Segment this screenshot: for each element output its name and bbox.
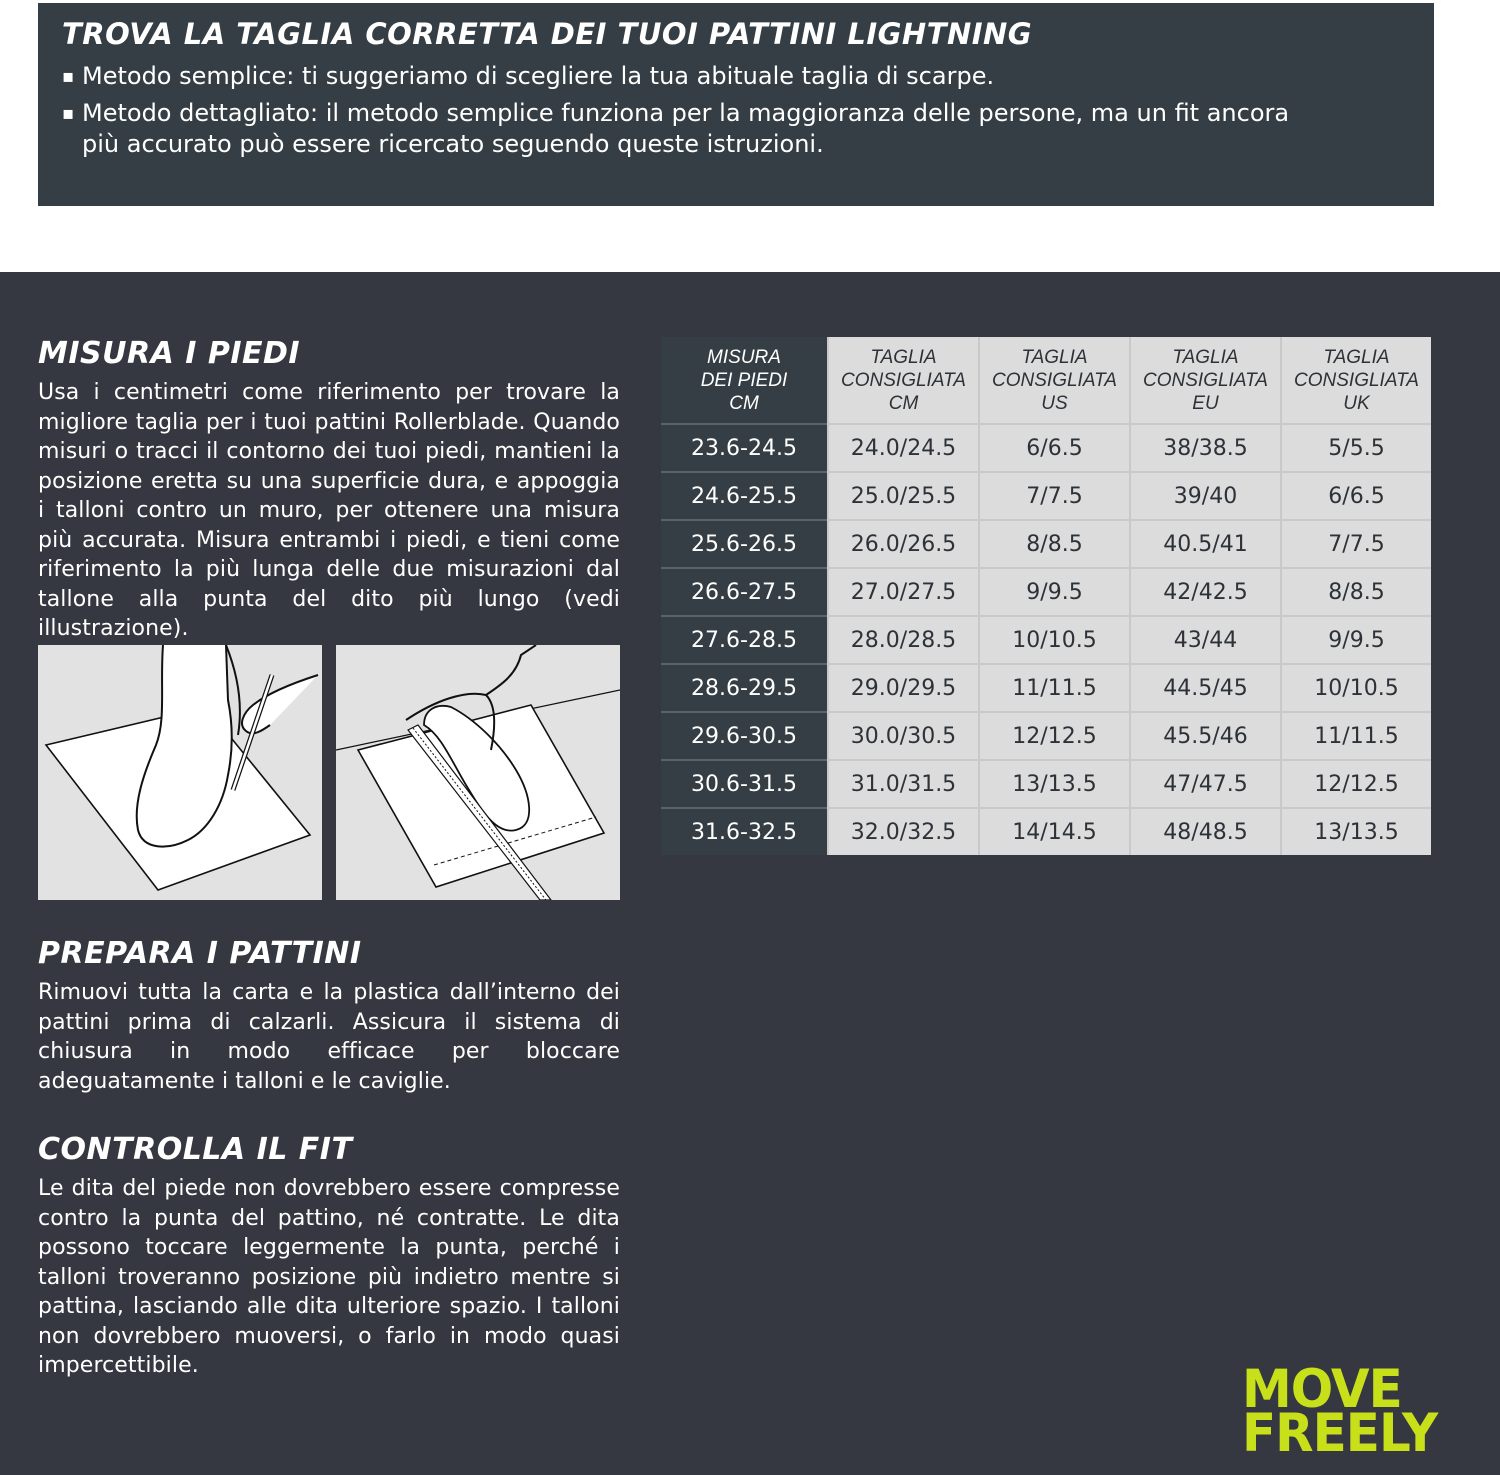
cell-size-cm: 29.0/29.5 bbox=[828, 664, 979, 712]
cell-foot-cm: 31.6-32.5 bbox=[661, 808, 828, 855]
cell-foot-cm: 27.6-28.5 bbox=[661, 616, 828, 664]
measure-text: Usa i centimetri come riferimento per trovare la migliore taglia per i tuoi pattini Rollerblade. Quando misuri o tracci il contorno dei tuoi piedi, mantieni la posizione eretta su una superficie dura, e appoggia i talloni contro un muro, per ottenere una misura più accurata. Misura entrambi i piedi, e tieni come riferimento la più lunga delle due misurazioni dal tallone alla punta del dito più lungo (vedi illustrazione). bbox=[38, 380, 620, 641]
cell-size-cm: 27.0/27.5 bbox=[828, 568, 979, 616]
cell-size-us: 6/6.5 bbox=[979, 424, 1130, 472]
measure-section bbox=[38, 336, 620, 644]
intro-banner bbox=[38, 3, 1434, 206]
banner-title: TROVA LA TAGLIA CORRETTA DEI TUOI PATTINI LIGHTNING bbox=[62, 17, 1033, 51]
table-row bbox=[661, 568, 1431, 616]
cell-size-us: 13/13.5 bbox=[979, 760, 1130, 808]
move-freely-logo bbox=[1242, 1358, 1438, 1466]
logo-line-freely: FREELY bbox=[1242, 1402, 1438, 1464]
cell-size-us: 11/11.5 bbox=[979, 664, 1130, 712]
cell-size-eu: 38/38.5 bbox=[1130, 424, 1281, 472]
cell-size-uk: 10/10.5 bbox=[1281, 664, 1431, 712]
header-size-uk: TAGLIA CONSIGLIATA UK bbox=[1281, 337, 1431, 424]
table-row bbox=[661, 616, 1431, 664]
fit-title: CONTROLLA IL FIT bbox=[38, 1132, 353, 1167]
cell-size-us: 9/9.5 bbox=[979, 568, 1130, 616]
measure-title: MISURA I PIEDI bbox=[38, 336, 301, 371]
size-chart-table bbox=[661, 337, 1431, 855]
cell-size-uk: 11/11.5 bbox=[1281, 712, 1431, 760]
cell-size-us: 12/12.5 bbox=[979, 712, 1130, 760]
cell-size-uk: 7/7.5 bbox=[1281, 520, 1431, 568]
table-row bbox=[661, 712, 1431, 760]
cell-foot-cm: 30.6-31.5 bbox=[661, 760, 828, 808]
table-row bbox=[661, 760, 1431, 808]
cell-size-eu: 40.5/41 bbox=[1130, 520, 1281, 568]
cell-size-uk: 13/13.5 bbox=[1281, 808, 1431, 855]
cell-size-us: 8/8.5 bbox=[979, 520, 1130, 568]
cell-size-cm: 28.0/28.5 bbox=[828, 616, 979, 664]
table-row bbox=[661, 520, 1431, 568]
cell-size-cm: 26.0/26.5 bbox=[828, 520, 979, 568]
cell-size-us: 14/14.5 bbox=[979, 808, 1130, 855]
cell-size-eu: 42/42.5 bbox=[1130, 568, 1281, 616]
cell-size-us: 7/7.5 bbox=[979, 472, 1130, 520]
cell-foot-cm: 23.6-24.5 bbox=[661, 424, 828, 472]
cell-foot-cm: 26.6-27.5 bbox=[661, 568, 828, 616]
prepare-section bbox=[38, 936, 620, 1096]
cell-size-cm: 31.0/31.5 bbox=[828, 760, 979, 808]
method-simple: ▪ Metodo semplice: ti suggeriamo di scegliere la tua abituale taglia di scarpe. bbox=[62, 61, 1322, 92]
logo-line-move: MOVE bbox=[1242, 1358, 1402, 1420]
header-size-us: TAGLIA CONSIGLIATA US bbox=[979, 337, 1130, 424]
cell-size-eu: 44.5/45 bbox=[1130, 664, 1281, 712]
cell-size-us: 10/10.5 bbox=[979, 616, 1130, 664]
prepare-title: PREPARA I PATTINI bbox=[38, 936, 362, 971]
fit-text: Le dita del piede non dovrebbero essere compresse contro la punta del pattino, né contratte. Le dita possono toccare leggermente la punta, perché i talloni troveranno posizione più indietro mentre si pattina, lasciando alle dita ulteriore spazio. I talloni non dovrebbero muoversi, o farlo in modo quasi impercettibile. bbox=[38, 1176, 620, 1378]
cell-size-cm: 25.0/25.5 bbox=[828, 472, 979, 520]
cell-size-cm: 32.0/32.5 bbox=[828, 808, 979, 855]
cell-size-uk: 12/12.5 bbox=[1281, 760, 1431, 808]
cell-foot-cm: 24.6-25.5 bbox=[661, 472, 828, 520]
method-detailed: ▪ Metodo dettagliato: il metodo semplice funziona per la maggioranza delle persone, ma un fit ancora più accurato può essere ricercato seguendo queste istruzioni. bbox=[62, 98, 1322, 160]
cell-size-uk: 9/9.5 bbox=[1281, 616, 1431, 664]
illustration-trace-foot bbox=[38, 645, 322, 900]
cell-size-uk: 6/6.5 bbox=[1281, 472, 1431, 520]
cell-size-cm: 24.0/24.5 bbox=[828, 424, 979, 472]
cell-size-cm: 30.0/30.5 bbox=[828, 712, 979, 760]
cell-foot-cm: 25.6-26.5 bbox=[661, 520, 828, 568]
cell-foot-cm: 29.6-30.5 bbox=[661, 712, 828, 760]
cell-size-eu: 39/40 bbox=[1130, 472, 1281, 520]
table-row bbox=[661, 664, 1431, 712]
cell-size-eu: 47/47.5 bbox=[1130, 760, 1281, 808]
illustration-measure-foot bbox=[336, 645, 620, 900]
cell-size-eu: 48/48.5 bbox=[1130, 808, 1281, 855]
header-foot-cm: MISURA DEI PIEDI CM bbox=[661, 337, 828, 424]
header-size-cm: TAGLIA CONSIGLIATA CM bbox=[828, 337, 979, 424]
table-header-row bbox=[661, 337, 1431, 424]
cell-size-uk: 8/8.5 bbox=[1281, 568, 1431, 616]
cell-size-uk: 5/5.5 bbox=[1281, 424, 1431, 472]
cell-foot-cm: 28.6-29.5 bbox=[661, 664, 828, 712]
trace-foot-drawing bbox=[38, 645, 322, 900]
header-size-eu: TAGLIA CONSIGLIATA EU bbox=[1130, 337, 1281, 424]
table-row bbox=[661, 424, 1431, 472]
cell-size-eu: 43/44 bbox=[1130, 616, 1281, 664]
cell-size-eu: 45.5/46 bbox=[1130, 712, 1281, 760]
table-row bbox=[661, 808, 1431, 855]
prepare-text: Rimuovi tutta la carta e la plastica dall’interno dei pattini prima di calzarli. Assicura il sistema di chiusura in modo efficace per bloccare adeguatamente i talloni e le caviglie. bbox=[38, 980, 620, 1094]
method-list bbox=[62, 61, 1434, 160]
fit-section bbox=[38, 1132, 620, 1381]
table-row bbox=[661, 472, 1431, 520]
table-body bbox=[661, 424, 1431, 855]
measure-foot-drawing bbox=[336, 645, 620, 900]
